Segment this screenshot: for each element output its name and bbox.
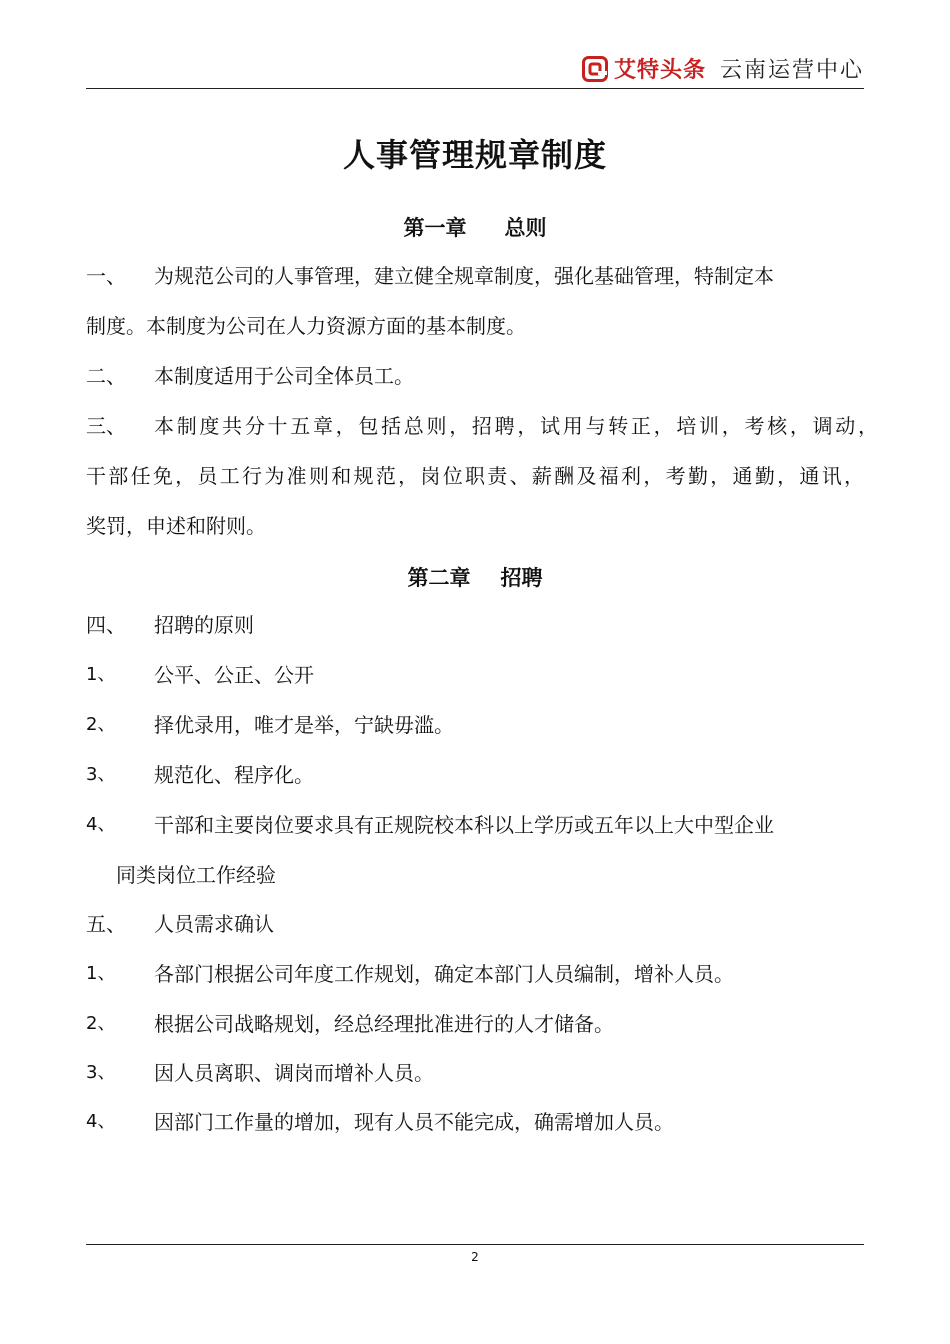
item-number: 4、 (86, 1111, 116, 1132)
item-number: 4、 (86, 814, 116, 835)
section-text: 本制度适用于公司全体员工。 (154, 364, 414, 388)
brand-logo-icon (582, 56, 608, 82)
section-3-continuation-1: 干部任免，员工行为准则和规范，岗位职责、薪酬及福利，考勤，通勤，通讯， (86, 464, 864, 488)
section-3 (0, 412, 950, 440)
section-number: 四、 (86, 613, 126, 637)
section-text: 招聘的原则 (154, 613, 254, 637)
brand-name: 艾特头条 (613, 58, 706, 83)
section-5 (0, 910, 950, 938)
section-text: 本制度共分十五章，包括总则，招聘，试用与转正，培训，考核，调动， (154, 414, 878, 438)
item-text: 择优录用，唯才是举，宁缺毋滥。 (154, 713, 454, 737)
item-text: 根据公司战略规划，经总经理批准进行的人才储备。 (154, 1012, 614, 1036)
item-number: 2、 (86, 1013, 116, 1034)
chapter-heading-1 (0, 212, 950, 242)
section-number: 一、 (86, 264, 126, 288)
item-text: 干部和主要岗位要求具有正规院校本科以上学历或五年以上大中型企业 (154, 813, 774, 837)
list-item (0, 811, 950, 839)
list-item (0, 661, 950, 689)
section-1 (0, 262, 950, 290)
chapter-heading-2 (0, 562, 950, 592)
item-text: 规范化、程序化。 (154, 763, 314, 787)
section-2 (0, 362, 950, 390)
list-item (0, 761, 950, 789)
item-number: 1、 (86, 963, 116, 984)
footer-divider (86, 1244, 864, 1245)
document-title: 人事管理规章制度 (342, 136, 607, 174)
chapter-label: 第二章 (407, 566, 471, 590)
list-item (0, 1010, 950, 1038)
section-number: 二、 (86, 364, 126, 388)
list-item (0, 1059, 950, 1087)
brand (582, 53, 864, 84)
chapter-name: 招聘 (500, 566, 543, 590)
item-text: 因人员离职、调岗而增补人员。 (154, 1061, 434, 1085)
item-text: 公平、公正、公开 (154, 663, 314, 687)
item-number: 2、 (86, 714, 116, 735)
section-1-continuation: 制度。本制度为公司在人力资源方面的基本制度。 (86, 314, 526, 338)
list-item-continuation: 同类岗位工作经验 (116, 863, 276, 887)
list-item (0, 1108, 950, 1136)
brand-subtitle: 云南运营中心 (719, 58, 864, 83)
item-number: 1、 (86, 664, 116, 685)
page-number: 2 (471, 1250, 479, 1264)
item-text: 因部门工作量的增加，现有人员不能完成，确需增加人员。 (154, 1110, 674, 1134)
chapter-label: 第一章 (403, 216, 467, 240)
item-number: 3、 (86, 764, 116, 785)
section-number: 三、 (86, 414, 126, 438)
item-number: 3、 (86, 1062, 116, 1083)
list-item (0, 711, 950, 739)
page-header (86, 50, 864, 89)
section-number: 五、 (86, 912, 126, 936)
item-text: 各部门根据公司年度工作规划，确定本部门人员编制，增补人员。 (154, 962, 734, 986)
chapter-name: 总则 (504, 216, 547, 240)
section-text: 人员需求确认 (154, 912, 274, 936)
section-text: 为规范公司的人事管理，建立健全规章制度，强化基础管理，特制定本 (154, 264, 774, 288)
list-item (0, 960, 950, 988)
section-3-continuation-2: 奖罚，申述和附则。 (86, 514, 266, 538)
section-4 (0, 611, 950, 639)
